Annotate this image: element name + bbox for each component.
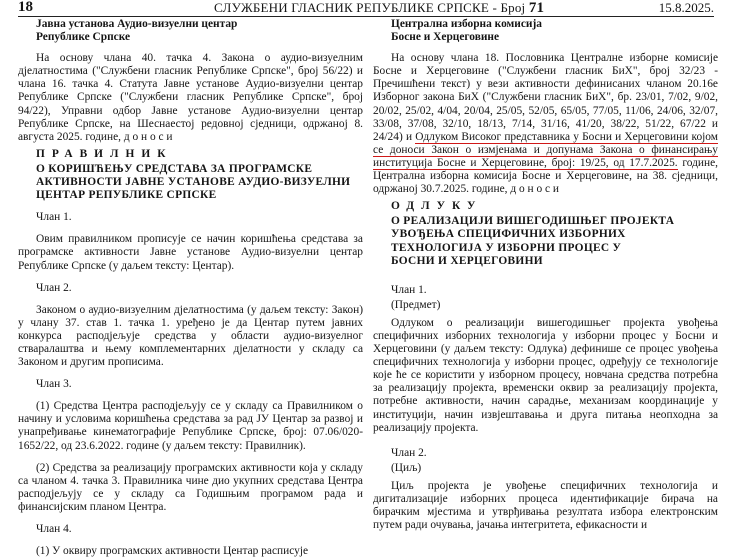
right-art1-subheading: (Предмет) [391, 298, 441, 311]
left-institution-line-1: Јавна установа Аудио-визуелни центар [36, 18, 238, 30]
right-art1-heading: Члан 1. [391, 283, 427, 296]
left-preamble [18, 52, 363, 144]
right-doc-subject-4: БОСНИ И ХЕРЦЕГОВИНИ [391, 254, 543, 267]
left-art3-p1: (1) Средства Центра расподјељују се у складу са Правилником о начину и условима коришћења средстава за рад ЈУ Центар за развој и унапређивање кинематографије Републике Српске, број: 07.06/020-1652/22, од 23.6.2022. године (у даљем тексту: Правилник). [18, 400, 363, 452]
gazette-header [18, 0, 714, 17]
left-institution-line-2: Републике Српске [36, 31, 131, 44]
issue-date: 15.8.2025. [658, 0, 714, 15]
left-art3-heading: Члан 3. [36, 378, 72, 391]
right-art2-text: Циљ пројекта је увођење специфичних технологија и дигитализације изборних процеса идентификације бирача на бирачким мјестима и утврђивања резултата избора електронским путем ради очувања, јачања интегритета, ефикасности и [373, 479, 718, 532]
left-art2-text: Законом о аудио-визуелним дјелатностима (у даљем тексту: Закон) у члану 37. став 1. тачка 1. уређено је да Центар путем јавних конкурса расподјељује средства у области аудио-визуелног стваралаштва и њему комплементарних дјелатности у складу са Законом и другим прописима. [18, 303, 363, 369]
left-art4-p1: (1) У оквиру програмских активности Центар расписује [36, 545, 309, 558]
right-enacting-word: д о н о с и [510, 183, 560, 196]
highlighted-decision-reference: Одлуком Високог представника у Босни и Херцеговини којом се доноси Закон о измјенама и допунама Закона о финансирању институција Босне и Херцеговине, број: 19/25, од 17.7.2025. [373, 130, 718, 169]
gazette-title [214, 1, 544, 15]
left-doc-subject-3: ЦЕНТАР РЕПУБЛИКЕ СРПСКЕ [36, 189, 217, 202]
left-doc-subject-1: О КОРИШЋЕЊУ СРЕДСТАВА ЗА ПРОГРАМСКЕ [36, 162, 313, 175]
left-art3-p2: (2) Средства за реализацију програмских активности која у складу са чланом 4. тачка 3. Правилника чине дио укупних средстава Центра расподјељују се у складу са Годишњим програмом рада и финансијским планом Центра. [18, 461, 363, 513]
left-doc-type: ПРАВИЛНИК [36, 147, 173, 160]
right-preamble-end: године, Централна изборна комисија Босне и Херцеговине, на 38. сједници, одржаној 30.7.2025. године, [373, 156, 718, 196]
right-column [373, 18, 718, 532]
left-doc-subject-2: АКТИВНОСТИ ЈАВНЕ УСТАНОВЕ АУДИО-ВИЗУЕЛНИ [36, 176, 351, 189]
right-preamble [373, 52, 718, 196]
right-art1-text: Одлуком о реализацији вишегодишњег пројекта увођења специфичних изборних технологија у изборни процес у Босни и Херцеговини (у даљем тексту: Одлука) дефинише се процес увођења специфичних технологија у изборни процес, одређују се технологије које ће се користити у изборном процесу, новчана средства потребна за реализацију пројекта, временски оквир за реализацију пројекта, потребне активности, начин сарадње, механизам координације у институцији, начин извјештавања и друга питања неопходна за реализацију пројекта. [373, 316, 718, 434]
right-doc-subject-1: О РЕАЛИЗАЦИЈИ ВИШЕГОДИШЊЕГ ПРОЈЕКТА [391, 215, 675, 228]
left-art1-heading: Члан 1. [36, 211, 72, 224]
right-doc-type: ОДЛУКУ [391, 200, 483, 213]
left-art4-heading: Члан 4. [36, 523, 72, 535]
left-column [18, 18, 363, 558]
right-art2-subheading: (Циљ) [391, 461, 422, 474]
left-art2-heading: Члан 2. [36, 281, 72, 294]
right-doc-subject-2: УВОЂЕЊА СПЕЦИФИЧНИХ ИЗБОРНИХ [391, 228, 626, 241]
page-number: 18 [18, 0, 33, 15]
gazette-title-text: СЛУЖБЕНИ ГЛАСНИК РЕПУБЛИКЕ СРПСКЕ - Број [214, 0, 526, 15]
issue-number: 71 [528, 0, 545, 16]
right-doc-subject-3: ТЕХНОЛОГИЈА У ИЗБОРНИ ПРОЦЕС У [391, 241, 622, 254]
left-preamble-text: На основу члана 40. тачка 4. Закона о аудио-визуелним дјелатностима ("Службени гласник Републике Српске", број 56/22) и члана 16. тачка 4. Статута Јавне установе Аудио-визуелни центар Републике Српске ("Службени гласник Републике Српске", број 94/22), Управни одбор Јавне установе Аудио-визуелни центар Републике Српске, на Шеснаестој редовној сједници, одржаној 8. августа 2025. године, [18, 52, 363, 143]
left-art1-text: Овим правилником прописује се начин коришћења средстава за програмске активности Јавне установе Аудио-визуелни центар Републике Српске (у даљем тексту: Центар). [18, 233, 363, 272]
right-institution-line-2: Босне и Херцеговине [391, 31, 500, 44]
right-preamble-start: На основу члана 18. Пословника Централне изборне комисије Босне и Херцеговине ("Службени гласник БиХ", број 32/23 - Пречишћени текст) у вези активности дефинисаних чланом 20.16е Изборног закона БиХ ("Службени гласник БиХ", бр. 23/01, 7/02, 9/02, 20/02, 25/02, 4/04, 20/04, 25/05, 52/05, 65/05, 77/05, 11/06, 24/06, 32/07, 33/08, 37/08, 32/10, 18/13, 7/14, 31/16, 41/20, 38/22, 51/22, 67/22 и 24/24) и [373, 52, 718, 143]
right-art2-heading: Члан 2. [391, 446, 427, 459]
right-institution-line-1: Централна изборна комисија [391, 18, 542, 30]
left-enacting-word: д о н о с и [123, 130, 173, 143]
